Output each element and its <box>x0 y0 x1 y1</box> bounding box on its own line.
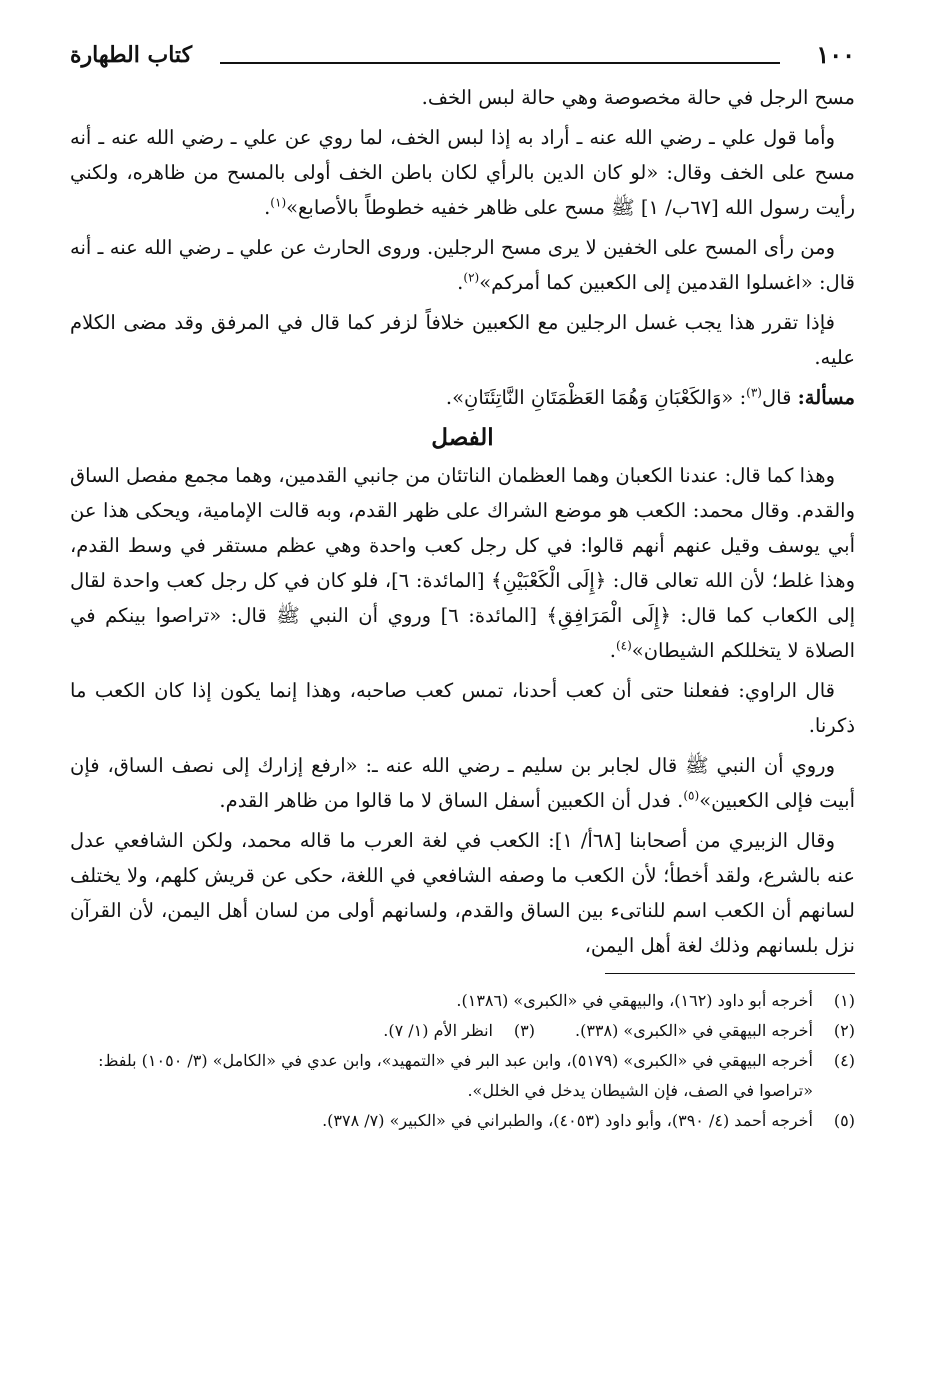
footnote-text: انظر الأم (١/ ٧). <box>383 1021 493 1040</box>
paragraph-6: قال الراوي: ففعلنا حتى أن كعب أحدنا، تمس كعب صاحبه، وهذا إنما يكون إذا كان الكعب ما ذكرنا. <box>70 679 855 737</box>
footnote-ref-2[interactable]: (٢) <box>463 270 480 285</box>
paragraph-4: فإذا تقرر هذا يجب غسل الرجلين مع الكعبين خلافاً لزفر كما قال في المرفق وقد مضى الكلام عليه. <box>70 311 855 369</box>
footnote-2-3 <box>70 1016 855 1046</box>
paragraph-2: وأما قول علي ـ رضي الله عنه ـ أراد به إذا لبس الخف، لما روي عن علي ـ رضي الله عنه ـ أنه مسح على الخف وقال: «لو كان الدين بالرأي لكان باطن الخف أولى بالمسح من ظاهره، ولكني رأيت رسول الله [٦٧ب/ ١] ﷺ مسح على ظاهر خفيه خطوطاً بالأصابع»$^{(١)}$. <box>70 126 855 219</box>
footnote-text: أخرجه البيهقي في «الكبرى» (٣٣٨). <box>574 1021 813 1040</box>
footnote-text: أخرجه أحمد (٤/ ٣٩٠)، وأبو داود (٤٠٥٣)، والطبراني في «الكبير» (٧/ ٣٧٨). <box>322 1111 813 1130</box>
footnote-4 <box>70 1046 855 1106</box>
page <box>70 40 855 1346</box>
footnote-1 <box>70 986 855 1016</box>
masala-line: مسألة: قال$^{(٣)}$: «وَالكَعْبَانِ وَهُمَا العَظْمَتَانِ النَّاتِئَتَانِ». <box>445 385 855 409</box>
footnote-number: (٣) <box>513 1021 535 1040</box>
running-title: كتاب الطهارة <box>70 42 193 68</box>
paragraph-3: ومن رأى المسح على الخفين لا يرى مسح الرجلين. وروى الحارث عن علي ـ رضي الله عنه ـ أنه قال: «اغسلوا القدمين إلى الكعبين كما أمركم»$^{(٢)}$. <box>70 236 855 294</box>
footnote-5 <box>70 1106 855 1136</box>
footnote-ref-4[interactable]: (٤) <box>615 638 632 653</box>
footnotes <box>70 986 855 1136</box>
paragraph-1: مسح الرجل في حالة مخصوصة وهي حالة لبس الخف. <box>421 86 855 109</box>
footnote-number: (٥) <box>833 1111 855 1130</box>
footnote-ref-5[interactable]: (٥) <box>683 788 700 803</box>
footnote-number: (٤) <box>833 1051 855 1070</box>
main-text <box>70 80 855 963</box>
paragraph-7: وروي أن النبي ﷺ قال لجابر بن سليم ـ رضي الله عنه ـ: «ارفع إزارك إلى نصف الساق، فإن أبيت فإلى الكعبين»$^{(٥)}$. فدل أن الكعبين أسفل الساق لا ما قالوا من ظاهر القدم. <box>70 754 855 812</box>
footnote-text: أخرجه البيهقي في «الكبرى» (٥١٧٩)، وابن عبد البر في «التمهيد»، وابن عدي في «الكامل» (٣/ ١٠٥٠) بلفظ: «تراصوا في الصف، فإن الشيطان يدخل في الخلل». <box>98 1051 813 1100</box>
footnote-rule <box>605 973 855 974</box>
paragraph-8: وقال الزبيري من أصحابنا [٦٨أ/ ١]: الكعب في لغة العرب ما قاله محمد، ولكن الشافعي عدل عنه بالشرع، ولقد أخطأ؛ لأن الكعب ما وصفه الشافعي في اللغة، حكى عن قريش كلهم، ولا يختلف لسانهم أن الكعب اسم للناتىء بين الساق والقدم، ولسانهم أولى من لسان أهل اليمن، لأن القرآن نزل بلسانهم وذلك لغة أهل اليمن، <box>70 829 855 957</box>
paragraph-5: وهذا كما قال: عندنا الكعبان وهما العظمان الناتئان من جانبي القدمين، وهما مجمع مفصل الساق والقدم. وقال محمد: الكعب هو موضع الشراك على ظهر القدم، وبه قالت الإمامية، ويحكى هذا عن أبي يوسف وقيل عنهم أنهم قالوا: في كل رجل كعب واحدة وهي عظم مستقر في وسط القدم، وهذا غلط؛ لأن الله تعالى قال: ﴿إِلَى الْكَعْبَيْنِ﴾ [المائدة: ٦]، فلو كان في كل رجل كعب واحدة لقال إلى الكعاب كما قال: ﴿إِلَى الْمَرَافِقِ﴾ [المائدة: ٦] وروي أن النبي ﷺ قال: «تراصوا بينكم في الصلاة لا يتخللكم الشيطان»$^{(٤)}$. <box>70 464 855 662</box>
page-header <box>70 40 855 80</box>
section-heading: الفصل <box>431 424 494 451</box>
footnote-ref-3[interactable]: (٣) <box>746 385 762 400</box>
page-number: ١٠٠ <box>816 40 855 69</box>
masala-label: مسألة: <box>797 386 855 409</box>
footnote-ref-1[interactable]: (١) <box>270 195 287 210</box>
header-rule <box>220 62 780 64</box>
footnote-number: (٢) <box>833 1021 855 1040</box>
footnote-number: (١) <box>833 991 855 1010</box>
footnote-text: أخرجه أبو داود (١٦٢)، والبيهقي في «الكبرى» (١٣٨٦). <box>456 991 813 1010</box>
